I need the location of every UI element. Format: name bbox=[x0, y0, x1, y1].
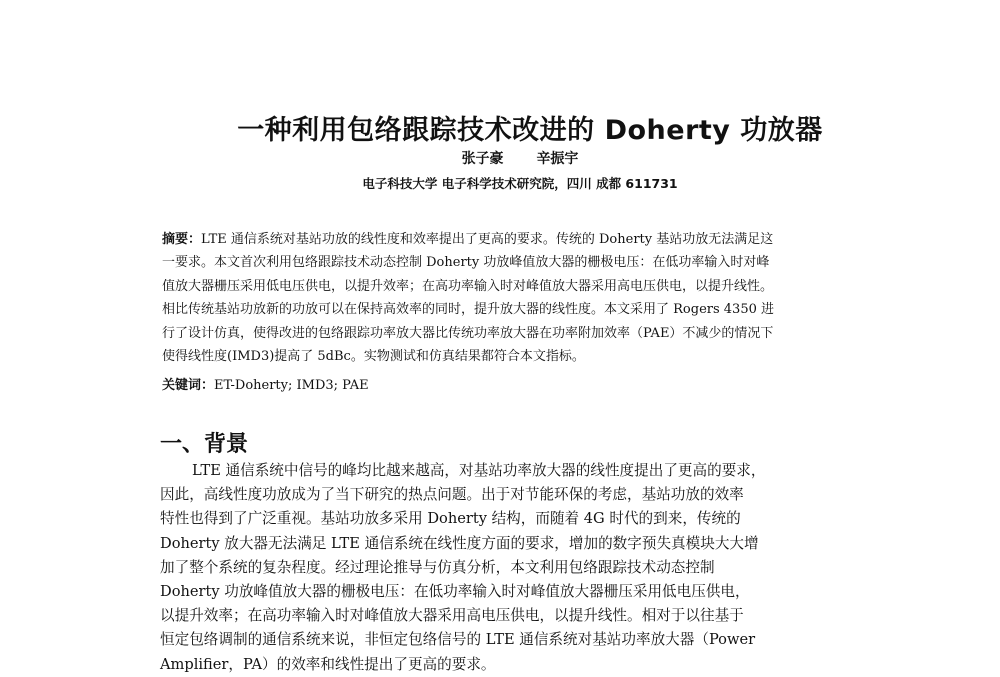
keywords-text: ET-Doherty; IMD3; PAE bbox=[214, 378, 369, 393]
abstract-line bbox=[162, 228, 852, 251]
body-line: 特性也得到了广泛重视。基站功放多采用 Doherty 结构，而随着 4G 时代的到来，传统的 bbox=[160, 510, 741, 528]
paper-title: 一种利用包络跟踪技术改进的 Doherty 功放器 bbox=[237, 115, 823, 146]
body-line: 恒定包络调制的通信系统来说，非恒定包络信号的 LTE 通信系统对基站功率放大器（Power bbox=[160, 631, 756, 649]
body-line: Amplifier，PA）的效率和线性提出了更高的要求。 bbox=[160, 655, 496, 673]
abstract-text: LTE 通信系统对基站功放的线性度和效率提出了更高的要求。传统的 Doherty 基站功放无法满足这 bbox=[201, 232, 774, 247]
keywords-label: 关键词： bbox=[162, 378, 215, 393]
body-line: 以提升效率；在高功率输入时对峰值放大器采用高电压供电，以提升线性。相对于以往基于 bbox=[160, 607, 744, 625]
body-line: 因此，高线性度功放成为了当下研究的热点问题。出于对节能环保的考虑，基站功放的效率 bbox=[160, 486, 744, 504]
abstract-line: 一要求。本文首次利用包络跟踪技术动态控制 Doherty 功放峰值放大器的栅极电压：在低功率输入时对峰 bbox=[162, 255, 770, 271]
body-line: Doherty 放大器无法满足 LTE 通信系统在线性度方面的要求，增加的数字预失真模块大大增 bbox=[160, 534, 759, 552]
abstract-line: 相比传统基站功放新的功放可以在保持高效率的同时，提升放大器的线性度。本文采用了 Rogers 4350 进 bbox=[162, 302, 774, 318]
body-line: Doherty 功放峰值放大器的栅极电压：在低功率输入时对峰值放大器栅压采用低电压供电， bbox=[160, 583, 750, 601]
author-name: 辛振宇 bbox=[536, 151, 579, 167]
body-line: LTE 通信系统中信号的峰均比越来越高，对基站功率放大器的线性度提出了更高的要求， bbox=[192, 462, 766, 479]
abstract-block bbox=[162, 228, 852, 368]
abstract-line: 值放大器栅压采用低电压供电，以提升效率；在高功率输入时对峰值放大器采用高电压供电，以提升线性。 bbox=[162, 278, 774, 294]
section-body bbox=[160, 459, 860, 677]
abstract-label: 摘要： bbox=[162, 232, 202, 247]
abstract-line: 使得线性度(IMD3)提高了 5dBc。实物测试和仿真结果都符合本文指标。 bbox=[162, 349, 585, 365]
abstract-line: 行了设计仿真，使得改进的包络跟踪功率放大器比传统功率放大器在功率附加效率（PAE）不减少的情况下 bbox=[162, 325, 774, 341]
affiliation: 电子科技大学 电子科学技术研究院，四川 成都 611731 bbox=[362, 176, 678, 191]
body-line: 加了整个系统的复杂程度。经过理论推导与仿真分析，本文利用包络跟踪技术动态控制 bbox=[160, 558, 715, 576]
author-list bbox=[390, 148, 650, 168]
keywords-line bbox=[162, 374, 852, 393]
section-heading: 一、背景 bbox=[160, 432, 249, 457]
author-name: 张子豪 bbox=[461, 151, 504, 167]
